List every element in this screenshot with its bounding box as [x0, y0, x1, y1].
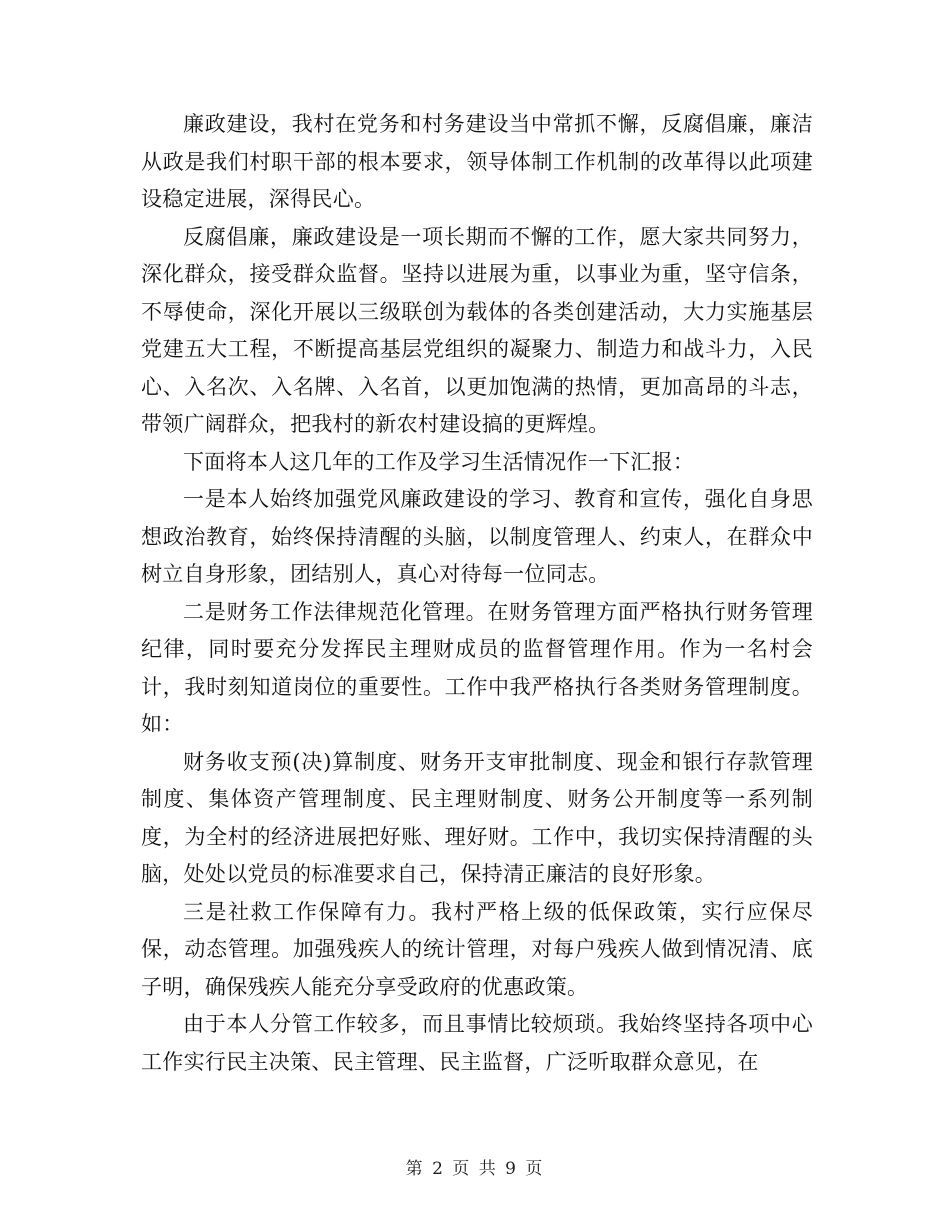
paragraph-8: 由于本人分管工作较多，而且事情比较烦琐。我始终坚持各项中心工作实行民主决策、民主管理、民主监督，广泛听取群众意见，在: [141, 1012, 813, 1074]
paragraph-1: 廉政建设，我村在党务和村务建设当中常抓不懈，反腐倡廉，廉洁从政是我们村职干部的根本要求，领导体制工作机制的改革得以此项建设稳定进展，深得民心。: [141, 112, 813, 211]
paragraph-3: 下面将本人这几年的工作及学习生活情况作一下汇报：: [183, 449, 695, 474]
paragraph-2: 反腐倡廉，廉政建设是一项长期而不懈的工作，愿大家共同努力，深化群众，接受群众监督。坚持以进展为重，以事业为重，坚守信条，不辱使命，深化开展以三级联创为载体的各类创建活动，大力实施基层党建五大工程，不断提高基层党组织的凝聚力、制造力和战斗力，入民心、入名次、入名牌、入名首，以更加饱满的热情，更加高昂的斗志，带领广阔群众，把我村的新农村建设搞的更辉煌。: [141, 224, 813, 436]
paragraph-6: 财务收支预(决)算制度、财务开支审批制度、现金和银行存款管理制度、集体资产管理制度、民主理财制度、财务公开制度等一系列制度，为全村的经济进展把好账、理好财。工作中，我切实保持清醒的头脑，处处以党员的标准要求自己，保持清正廉洁的良好形象。: [141, 749, 813, 886]
page-number-footer: 第 2 页 共 9 页: [405, 1159, 545, 1179]
paragraph-5: 二是财务工作法律规范化管理。在财务管理方面严格执行财务管理纪律，同时要充分发挥民主理财成员的监督管理作用。作为一名村会计，我时刻知道岗位的重要性。工作中我严格执行各类财务管理制度。如：: [141, 599, 813, 736]
paragraph-4: 一是本人始终加强党风廉政建设的学习、教育和宣传，强化自身思想政治教育，始终保持清醒的头脑，以制度管理人、约束人，在群众中树立自身形象，团结别人，真心对待每一位同志。: [141, 487, 813, 586]
document-body: [141, 106, 813, 1081]
paragraph-7: 三是社救工作保障有力。我村严格上级的低保政策，实行应保尽保，动态管理。加强残疾人的统计管理，对每户残疾人做到情况清、底子明，确保残疾人能充分享受政府的优惠政策。: [141, 899, 813, 999]
